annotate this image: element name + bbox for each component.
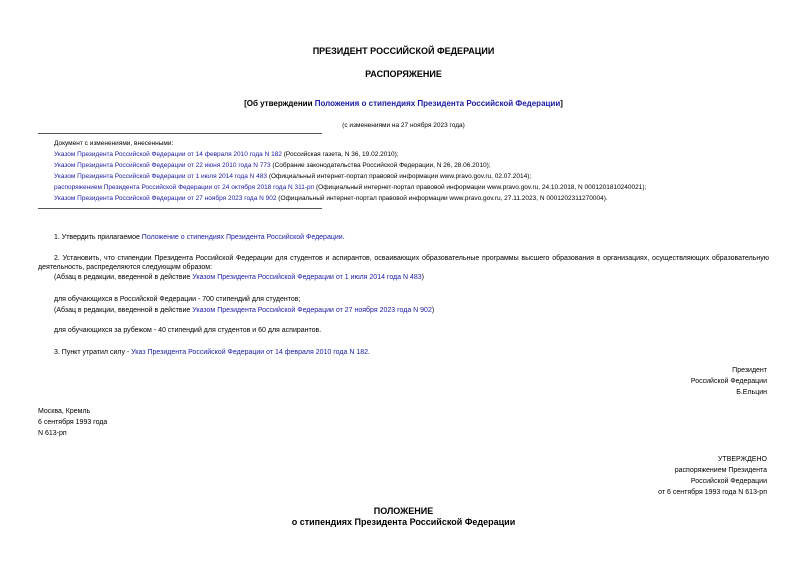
issuing-authority: ПРЕЗИДЕНТ РОССИЙСКОЙ ФЕДЕРАЦИИ [312,46,495,56]
changes-intro: Документ с изменениями, внесенными: [54,140,174,147]
document-type: РАСПОРЯЖЕНИЕ [365,69,442,79]
revision-note: (с изменениями на 27 ноября 2023 года) [342,122,465,129]
title-bracket-close: ] [560,99,563,108]
changes-bottom-divider [38,208,322,209]
signature-country: Российской Федерации [690,378,767,385]
appendix-title: ПОЛОЖЕНИЕ [373,506,434,516]
paragraph-1-text: 1. Утвердить прилагаемое [54,234,142,241]
paragraph-2-note [54,273,424,282]
note-text: (Абзац в редакции, введенной в действие [54,307,193,314]
document-title [0,99,807,108]
regulation-link[interactable]: Положение о стипендиях Президента Российской Федерации [141,234,343,241]
appendix-subtitle: о стипендиях Президента Российской Федерации [291,517,516,527]
changes-top-divider [38,133,322,134]
change-source: (Официальный интернет-портал правовой информации www.pravo.gov.ru, 27.11.2023, N 0001202311270004). [276,195,608,202]
change-source: (Официальный интернет-портал правовой информации www.pravo.gov.ru, 02.07.2014); [267,173,532,180]
note-text: (Абзац в редакции, введенной в действие [54,274,193,281]
document-number: N 613-рп [38,430,67,437]
title-bracket-open: [Об утверждении [244,99,315,108]
change-item [54,172,531,181]
change-source: (Российская газета, N 36, 19.02.2010); [281,151,399,158]
note-close: ) [421,274,425,281]
paragraph-5-end: . [368,349,370,356]
paragraph-3-note [54,306,434,315]
signature-title: Президент [732,367,767,374]
paragraph-5 [54,348,370,357]
note-close: ) [431,307,435,314]
date: 6 сентября 1993 года [38,419,108,426]
place: Москва, Кремль [38,408,91,415]
approved-by: распоряжением Президента [674,467,767,474]
paragraph-1-end: . [342,234,345,241]
approved-country: Российской Федерации [690,478,767,485]
approved-label: УТВЕРЖДЕНО [717,456,767,463]
change-item [54,161,491,170]
paragraph-2: 2. Установить, что стипендии Президента Российской Федерации для студентов и аспирантов, осваивающих образовательные программы высшего образования в организациях, осуществляющих образовательную деятельность, распределяются следующим образом: [38,255,769,271]
signature-name: Б.Ельцин [736,389,767,396]
title-link[interactable]: Положения о стипендиях Президента Российской Федерации [314,99,561,108]
paragraph-4: для обучающихся за рубежом - 40 стипендий для студентов и 60 для аспирантов. [54,327,322,334]
change-link[interactable]: Указом Президента Российской Федерации от 22 июня 2010 года N 773 [54,162,271,169]
change-link[interactable]: Указом Президента Российской Федерации от 27 ноября 2023 года N 902 [54,195,277,202]
note-link[interactable]: Указом Президента Российской Федерации от 27 ноября 2023 года N 902 [192,307,432,314]
change-link[interactable]: распоряжением Президента Российской Федерации от 24 октября 2018 года N 311-рп [54,184,315,191]
change-item [54,183,646,192]
change-source: (Официальный интернет-портал правовой информации www.pravo.gov.ru, 24.10.2018, N 0001201810240021); [314,184,647,191]
change-item [54,150,399,159]
repealed-link[interactable]: Указ Президента Российской Федерации от 14 февраля 2010 года N 182 [131,349,368,356]
paragraph-3: для обучающихся в Российской Федерации - 700 стипендий для студентов; [54,296,301,303]
note-link[interactable]: Указом Президента Российской Федерации от 1 июля 2014 года N 483 [192,274,422,281]
approved-date: от 6 сентября 1993 года N 613-рп [658,489,767,496]
change-link[interactable]: Указом Президента Российской Федерации от 14 февраля 2010 года N 182 [54,151,282,158]
paragraph-5-text: 3. Пункт утратил силу - [54,349,132,356]
paragraph-1 [54,233,345,242]
change-source: (Собрание законодательства Российской Федерации, N 26, 28.06.2010); [270,162,491,169]
change-link[interactable]: Указом Президента Российской Федерации от 1 июля 2014 года N 483 [54,173,268,180]
change-item [54,194,608,203]
